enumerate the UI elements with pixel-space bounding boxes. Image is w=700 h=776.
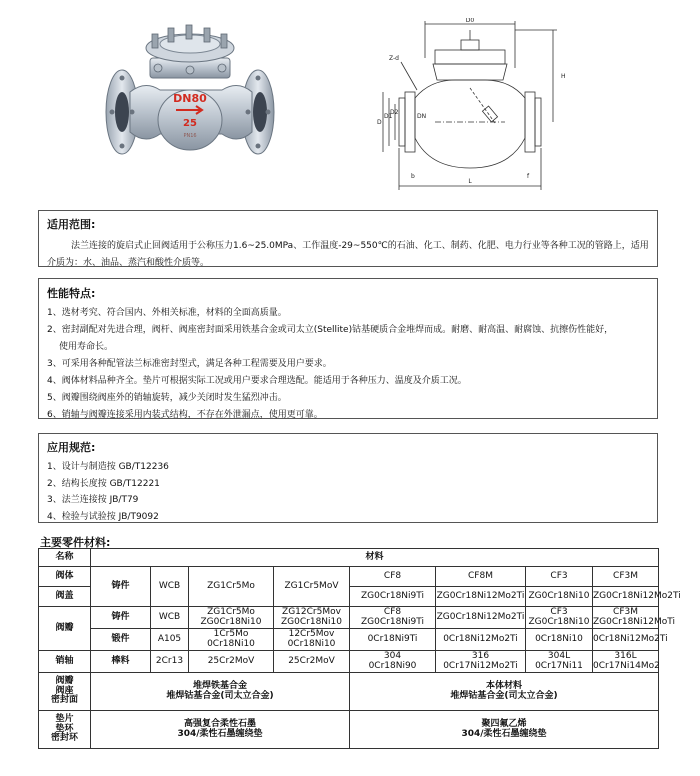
cell: CF8 ZG0Cr18Ni9Ti	[350, 607, 436, 629]
feature-item: 5、阀瓣围绕阀座外的销轴旋转，减少关闭时发生猛烈冲击。	[47, 393, 287, 403]
header-material: 材料	[91, 549, 659, 567]
cell: 堆焊铁基合金 堆焊钴基合金(司太立合金)	[91, 673, 350, 711]
cell: 25Cr2MoV	[189, 651, 274, 673]
features-section	[38, 278, 658, 419]
cell: A105	[151, 629, 189, 651]
feature-item: 3、可采用各种配管法兰标准密封型式，满足各种工程需要及用户要求。	[47, 359, 332, 369]
table-row	[39, 711, 659, 749]
cell: ZG0Cr18Ni10	[526, 587, 593, 607]
table-row	[39, 629, 659, 651]
cell: ZG1Cr5MoV	[274, 567, 350, 607]
standard-item: 3、法兰连接按 JB/T79	[47, 495, 139, 505]
dim-dn: DN	[417, 113, 427, 120]
cell: 高强复合柔性石墨 304/柔性石墨缠绕垫	[91, 711, 350, 749]
photo-marking-pressure: PN16	[183, 133, 197, 139]
table-row	[39, 651, 659, 673]
cell: CF8	[350, 567, 436, 587]
feature-item: 2、密封副配对先进合理，阀杆、阀座密封面采用铁基合金或司太立(Stellite)钴基硬质合金堆焊而成。耐磨、耐高温、耐腐蚀、抗擦伤性能好，	[47, 325, 614, 335]
cell: CF3	[526, 567, 593, 587]
feature-item: 使用寿命长。	[59, 342, 114, 352]
feature-item: 4、阀体材料品种齐全。垫片可根据实际工况或用户要求合理选配。能适用于各种压力、温度及介质工况。	[47, 376, 467, 386]
row-name: 阀体	[39, 567, 91, 587]
photo-marking-size: DN80	[173, 92, 207, 105]
feature-item: 1、选材考究、符合国内、外相关标准，材料的全面高质量。	[47, 308, 287, 318]
cell: 0Cr18Ni12Mo2Ti	[593, 629, 659, 651]
row-kind: 铸件	[91, 607, 151, 629]
dim-d2: D2	[390, 109, 399, 116]
feature-item: 6、销轴与阀瓣连接采用内装式结构，不存在外泄漏点，使用更可靠。	[47, 410, 323, 420]
row-kind: 锻件	[91, 629, 151, 651]
dim-d0: D0	[465, 18, 475, 24]
features-title: 性能特点:	[47, 287, 96, 300]
cell: CF8M	[436, 567, 526, 587]
dim-l: L	[468, 178, 472, 185]
cell: ZG12Cr5Mov ZG0Cr18Ni10	[274, 607, 350, 629]
dim-d: D	[377, 119, 382, 126]
row-name: 垫片 垫环 密封环	[39, 711, 91, 749]
dim-f: f	[527, 173, 530, 180]
standards-section	[38, 433, 658, 523]
header-name: 名称	[39, 549, 91, 567]
cell: WCB	[151, 607, 189, 629]
standard-item: 2、结构长度按 GB/T12221	[47, 478, 160, 489]
scope-title: 适用范围:	[47, 218, 96, 231]
cell: 0Cr18Ni12Mo2Ti	[436, 629, 526, 651]
cell: ZG0Cr18Ni9Ti	[350, 587, 436, 607]
materials-table	[38, 548, 681, 749]
cell: CF3M ZG0Cr18Ni12MoTi	[593, 606, 675, 627]
row-name: 销轴	[39, 651, 91, 673]
cell: ZG1Cr5Mo	[189, 567, 274, 607]
valve-photo	[100, 20, 285, 180]
row-name: 阀盖	[39, 587, 91, 607]
cell: 聚四氟乙烯 304/柔性石墨缠绕垫	[350, 711, 659, 749]
standard-item: 4、检验与试验按 JB/T9092	[47, 511, 159, 522]
row-kind: 棒料	[91, 651, 151, 673]
cell: 1Cr5Mo 0Cr18Ni10	[189, 629, 274, 651]
cell: 316 0Cr17Ni12Mo2Ti	[436, 651, 526, 673]
cell: 304L 0Cr17Ni11	[526, 651, 593, 673]
cell: CF3M	[593, 567, 659, 587]
cell: 316L 0Cr17Ni14Mo2	[593, 650, 660, 671]
cell: ZG0Cr18Ni12Mo2Ti	[593, 587, 659, 607]
dim-zd: Z-d	[389, 55, 399, 62]
cell: ZG0Cr18Ni12Mo2Ti	[436, 607, 526, 629]
table-row	[39, 549, 659, 567]
cell: CF3 ZG0Cr18Ni10	[526, 607, 593, 629]
cell: 0Cr18Ni9Ti	[350, 629, 436, 651]
row-kind: 铸件	[91, 567, 151, 607]
row-name: 阀瓣	[39, 607, 91, 651]
cell: 12Cr5Mov 0Cr18Ni10	[274, 629, 350, 651]
technical-drawing	[375, 18, 575, 198]
table-row	[39, 673, 659, 711]
cell: 304 0Cr18Ni90	[350, 651, 436, 673]
cell: ZG0Cr18Ni12Mo2Ti	[436, 587, 526, 607]
dim-h: H	[561, 73, 566, 80]
standards-title: 应用规范:	[47, 441, 96, 454]
cell: ZG1Cr5Mo ZG0Cr18Ni10	[189, 607, 274, 629]
cell: 本体材料 堆焊钴基合金(司太立合金)	[350, 673, 659, 711]
table-row	[39, 607, 659, 629]
cell: 25Cr2MoV	[274, 651, 350, 673]
scope-section	[38, 210, 658, 267]
cell: 2Cr13	[151, 651, 189, 673]
table-row	[39, 567, 659, 587]
dim-d1: D1	[384, 113, 393, 120]
photo-marking-material: 25	[183, 118, 197, 129]
materials-title: 主要零件材料:	[40, 536, 111, 549]
dim-b: b	[411, 173, 415, 180]
standard-item: 1、设计与制造按 GB/T12236	[47, 462, 169, 472]
scope-text: 法兰连接的旋启式止回阀适用于公称压力1.6~25.0MPa、工作温度-29~550℃的石油、化工、制药、化肥、电力行业等各种工况的管路上，适用介质为：水、油品、蒸汽和酸性介质等。	[47, 241, 649, 268]
row-name: 阀瓣 阀座 密封面	[39, 673, 91, 711]
cell: 0Cr18Ni10	[526, 629, 593, 651]
cell: WCB	[151, 567, 189, 607]
